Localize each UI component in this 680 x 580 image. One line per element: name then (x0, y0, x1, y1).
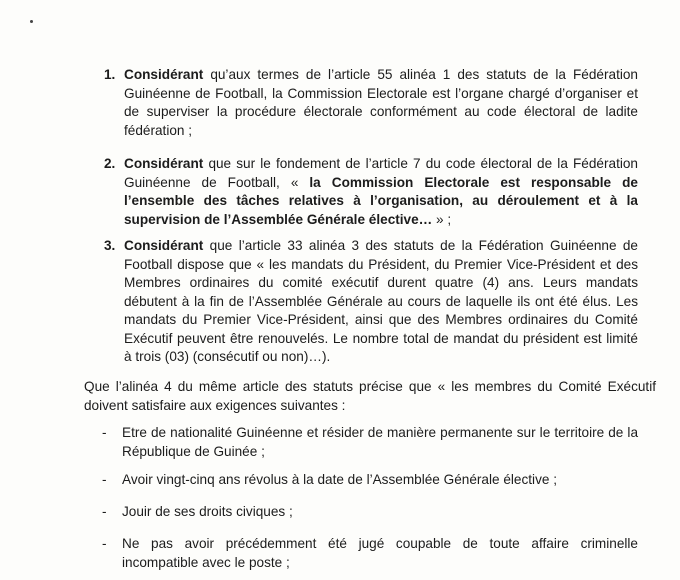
item-body (124, 237, 638, 367)
requirement-text: Ne pas avoir précédemment été jugé coupable de toute affaire criminelle incompatible avec le poste ; (122, 536, 638, 570)
scan-speck (30, 20, 33, 23)
bullet-dash: - (102, 504, 107, 519)
item-body (124, 155, 638, 229)
item-number: 1. (104, 67, 116, 82)
item-number: 2. (104, 156, 116, 171)
bullet-dash: - (102, 536, 107, 551)
statute-paragraph: Que l’alinéa 4 du même article des statuts précise que « les membres du Comité Exécutif doivent satisfaire aux exigences suivantes : (84, 379, 656, 413)
item-lead: Considérant (124, 156, 204, 171)
item-bold-quote: la Commission Electorale est responsable de l’ensemble des tâches relatives à l’organisation, au déroulement et à la supervision de l’Assemblée Générale élective… (124, 174, 638, 227)
requirement-item (102, 503, 638, 522)
considerant-item-3 (104, 237, 638, 367)
considerant-item-2 (104, 155, 638, 229)
requirement-text: Avoir vingt-cinq ans révolus à la date de l’Assemblée Générale élective ; (122, 472, 557, 487)
considerant-item-1 (104, 66, 638, 140)
requirement-text: Jouir de ses droits civiques ; (122, 504, 293, 519)
item-text: que l’article 33 alinéa 3 des statuts de la Fédération Guinéenne de Football dispose que « les mandats du Président, du Premier Vice-Président et des Membres ordinaires du comité exécutif durent quatre (4) ans. Leurs mandats débutent à la fin de l’Assemblée Générale au cours de laquelle ils ont été élus. Les mandats du Premier Vice-Président, ainsi que des Membres ordinaires du Comité Exécutif peuvent être renouvelés. Le nombre total de mandat du président est limité à trois (03) (consécutif ou non)…). (124, 238, 638, 364)
item-lead: Considérant (124, 238, 204, 253)
item-body (124, 66, 638, 140)
requirement-item (102, 471, 638, 490)
item-tail: » ; (432, 211, 452, 227)
requirement-item (102, 535, 638, 572)
item-text: que sur le fondement de l’article 7 du code électoral de la Fédération Guinéenne de Football, « (124, 156, 638, 190)
item-number: 3. (104, 238, 116, 253)
requirement-text: Etre de nationalité Guinéenne et résider de manière permanente sur le territoire de la République de Guinée ; (122, 425, 638, 459)
item-text: qu’aux termes de l’article 55 alinéa 1 des statuts de la Fédération Guinéenne de Football, la Commission Electorale est l’organe chargé d’organiser et de superviser la procédure électorale conformément au code électoral de ladite fédération ; (124, 67, 638, 138)
item-lead: Considérant (124, 67, 204, 82)
requirement-item (102, 424, 638, 461)
bullet-dash: - (102, 425, 107, 440)
bullet-dash: - (102, 472, 107, 487)
